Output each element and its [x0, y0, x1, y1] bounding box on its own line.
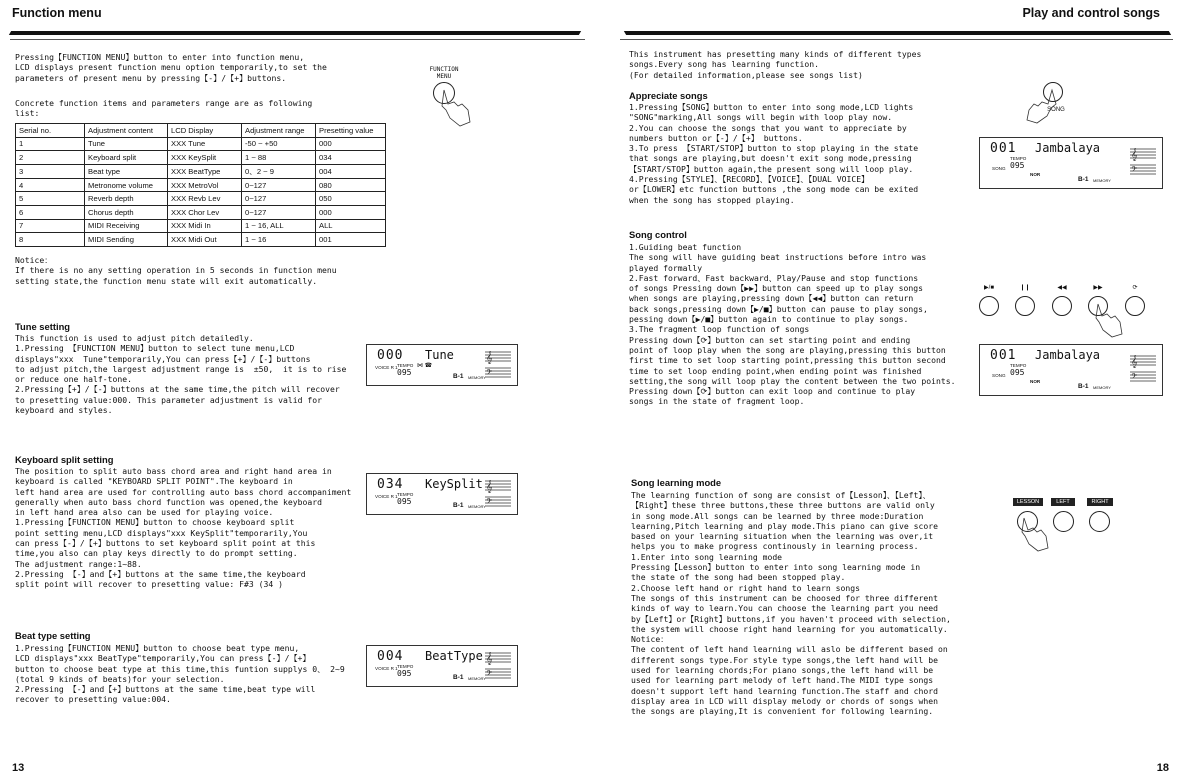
lcd-name: BeatType	[425, 649, 483, 663]
table-row	[16, 219, 386, 233]
table-cell: Chorus depth	[85, 205, 168, 219]
lcd-voice-label: VOICE R 1	[375, 365, 398, 370]
table-cell: MIDI Sending	[85, 233, 168, 247]
table-cell: 0~127	[242, 205, 316, 219]
staff-icon	[1130, 353, 1156, 384]
table-cell: Reverb depth	[85, 192, 168, 206]
table-cell: 7	[16, 219, 85, 233]
function-params-table	[15, 123, 386, 247]
play-stop-button	[979, 296, 999, 316]
lcd-song-label: SONG	[992, 166, 1006, 171]
right-button	[1089, 511, 1110, 532]
table-cell: 000	[316, 137, 386, 151]
fast-forward-icon: ▶▶	[1093, 285, 1103, 291]
table-cell: 6	[16, 205, 85, 219]
lcd-tempo-label: TEMPO	[1010, 363, 1027, 368]
lcd-memory-label: MEMORY	[1093, 178, 1111, 183]
table-cell: 001	[316, 233, 386, 247]
lcd-song-appreciate	[979, 137, 1163, 189]
tune-body: This function is used to adjust pitch detailedly. 1.Pressing 【FUNCTION MENU】button to select tune menu,LCD displays"xxx Tune"temporarily,You can press【+】/【-】buttons to adjust pitch,the largest adjustment range is ±50, it is to rise or reduce one half-tone. 2.Pressing【+】/【-】buttons at the same time,the pitch will recover to presetting value:000. This parameter adjustment is valid for keyboard and styles.	[15, 333, 347, 416]
left-page-number: 13	[12, 762, 25, 774]
staff-icon	[485, 349, 511, 380]
table-cell: 0~127	[242, 192, 316, 206]
table-row	[16, 192, 386, 206]
lcd-beat-indicator: B-1	[1078, 383, 1089, 390]
table-cell: 000	[316, 205, 386, 219]
lcd-number: 034	[377, 477, 404, 492]
split-body: The position to split auto bass chord area and right hand area in keyboard is called "KEYBOARD SPLIT POINT".The keyboard in left hand area are used for controlling auto bass chord accompaniment generally when auto bass chord function was opened,the keyboard in left hand area also can be used for playing voice. 1.Pressing【FUNCTION MENU】button to choose keyboard split point setting menu,LCD displays"xxx KeySplit"temporarily,You can press【-】/【+】buttons to set keyboard split point at this time,you also can play keys directly to do prompt setting. The adjustment range:1~88. 2.Pressing 【-】and【+】buttons at the same time,the keyboard split point will recover to presetting value: F#3 (34 )	[15, 466, 352, 590]
beat-body: 1.Pressing【FUNCTION MENU】button to choose beat type menu, LCD displays"xxx BeatType"temporarily,You can press【-】/【+】 button to choose beat type at this time,this funtion supplys 0、 2~9 (total 9 kinds of beats)for your selection. 2.Pressing 【-】and【+】buttons at the same time,beat type will recover to presetting value:004.	[15, 643, 345, 705]
svg-text:𝄞: 𝄞	[486, 481, 493, 493]
lcd-nor-label: NOR	[1030, 172, 1041, 177]
table-cell: XXX Chor Lev	[168, 205, 242, 219]
table-row	[16, 178, 386, 192]
play-stop-icon: ▶/■	[984, 285, 994, 291]
table-cell: 1	[16, 137, 85, 151]
table-cell: -50 ~ +50	[242, 137, 316, 151]
table-cell: 5	[16, 192, 85, 206]
lcd-memory-label: MEMORY	[1093, 385, 1111, 390]
lcd-reverb-icon: ⋈ ☎	[417, 363, 433, 369]
right-label: RIGHT	[1087, 498, 1113, 506]
pause-button	[1015, 296, 1035, 316]
table-cell: 004	[316, 164, 386, 178]
loop-button	[1125, 296, 1145, 316]
hand-pointer-icon	[1020, 516, 1050, 552]
lcd-number: 001	[990, 141, 1017, 156]
lcd-voice-label: VOICE R 1	[375, 494, 398, 499]
lcd-memory-label: MEMORY	[468, 676, 486, 681]
lcd-tempo-label: TEMPO	[1010, 156, 1027, 161]
pause-icon: ❙❙	[1019, 285, 1031, 291]
lcd-beat-indicator: B-1	[453, 674, 464, 681]
tune-title: Tune setting	[15, 321, 71, 332]
appreciate-title: Appreciate songs	[629, 90, 708, 101]
lcd-tempo-value: 095	[397, 368, 412, 377]
table-cell: 080	[316, 178, 386, 192]
table-cell: XXX Midi Out	[168, 233, 242, 247]
table-cell: MIDI Receiving	[85, 219, 168, 233]
staff-icon	[485, 478, 511, 509]
lcd-song-control	[979, 344, 1163, 396]
hand-pointer-icon	[1026, 88, 1060, 124]
table-row	[16, 233, 386, 247]
table-cell: 3	[16, 164, 85, 178]
hand-pointer-icon	[440, 88, 476, 128]
svg-text:𝄢: 𝄢	[486, 368, 492, 378]
lcd-memory-label: MEMORY	[468, 375, 486, 380]
lcd-beattype	[366, 645, 518, 687]
lcd-nor-label: NOR	[1030, 379, 1041, 384]
table-header-row	[16, 124, 386, 138]
svg-text:𝄢: 𝄢	[486, 497, 492, 507]
table-header-cell: LCD Display	[168, 124, 242, 138]
table-cell: 0、2 ~ 9	[242, 164, 316, 178]
lcd-number: 001	[990, 348, 1017, 363]
right-page-number: 18	[1156, 762, 1169, 774]
lcd-tempo-label: TEMPO	[397, 363, 414, 368]
lcd-song-label: SONG	[992, 373, 1006, 378]
beat-title: Beat type setting	[15, 630, 91, 641]
lcd-tempo-label: TEMPO	[397, 664, 414, 669]
lesson-label: LESSON	[1013, 498, 1043, 506]
right-page-header: Play and control songs	[1022, 6, 1160, 20]
table-row	[16, 164, 386, 178]
split-title: Keyboard split setting	[15, 454, 114, 465]
lcd-name: Jambalaya	[1035, 141, 1101, 155]
control-title: Song control	[629, 229, 687, 240]
svg-text:𝄞: 𝄞	[486, 352, 493, 364]
lcd-beat-indicator: B-1	[453, 373, 464, 380]
left-button	[1053, 511, 1074, 532]
svg-text:𝄢: 𝄢	[1131, 165, 1137, 175]
lcd-tempo-label: TEMPO	[397, 492, 414, 497]
lcd-tune	[366, 344, 518, 386]
svg-text:𝄞: 𝄞	[1131, 356, 1138, 368]
loop-icon: ⟳	[1132, 285, 1138, 291]
table-cell: 1 ~ 16	[242, 233, 316, 247]
svg-text:𝄢: 𝄢	[486, 669, 492, 679]
table-cell: XXX BeatType	[168, 164, 242, 178]
lcd-beat-indicator: B-1	[453, 502, 464, 509]
lcd-keysplit	[366, 473, 518, 515]
lcd-number: 000	[377, 348, 404, 363]
table-cell: XXX Revb Lev	[168, 192, 242, 206]
right-intro-text: This instrument has presetting many kinds of different types songs.Every song has learning function. (For detailed information,please see songs list)	[629, 49, 922, 80]
table-header-cell: Presetting value	[316, 124, 386, 138]
table-row	[16, 151, 386, 165]
lcd-tempo-value: 095	[397, 497, 412, 506]
learning-body: The learning function of song are consist of【Lesson】、【Left】、 【Right】these three buttons,these three buttons are valid only in song mode.All songs can be learned by three mode:Duration learning,Pitch learning and play mode.This piano can give score based on your learning situation when the learning was over,it helps you to make progress continously in learning process. 1.Enter into song learning mode Pressing【Lesson】button to enter into song learning mode in the state of the song had been stopped play. 2.Choose left hand or right hand to learn songs The songs of this instrument can be choosed for three different kinds of way to learn.You can choose the learning part you need by【Left】or【Right】buttons,if you haven't proceed with selection, the system will choose right hand learning for you automatically. Notice： The content of left hand learning will aslo be different based on different songs type.For style type songs,the left hand will be used for learning chords;For piano songs,the left hand will be used for learning part melody of left hand.The MIDI type songs doesn't support left hand learning function.The staff and chord display area in LCD will display melody or chords of songs when the songs are playing,It is convenient for following learning.	[631, 490, 951, 717]
notice-text: Notice： If there is no any setting operation in 5 seconds in function menu setting state,the function menu state will exit automatically.	[15, 255, 337, 286]
table-cell: Tune	[85, 137, 168, 151]
hand-pointer-icon	[1094, 302, 1124, 338]
table-cell: ALL	[316, 219, 386, 233]
lcd-tempo-value: 095	[397, 669, 412, 678]
concrete-text: Concrete function items and parameters range are as following list:	[15, 98, 313, 119]
table-cell: 4	[16, 178, 85, 192]
function-menu-label: FUNCTION MENU	[429, 66, 459, 80]
table-header-cell: Adjustment content	[85, 124, 168, 138]
staff-icon	[485, 650, 511, 681]
control-body: 1.Guiding beat function The song will have guiding beat instructions before intro was played formally 2.Fast forward、Fast backward、Play/Pause and stop functions of songs Pressing down【▶▶】button can speed up to play songs when songs are playing,pressing down【◀◀】button can return back songs,pressing down【▶/■】button can pause to play songs, pessing down【▶/■】button again to continue to play songs. 3.The fragment loop function of songs Pressing down【⟳】button can set starting point and ending point of loop play when the song are playing,pressing this button first time to set loop starting point,pressing this button second time to set loop ending point,when ending point was finished setting,the song will loop play the content between the two points. Pressing down【⟳】button can exit loop and continue to play songs in the state of fragment loop.	[629, 242, 956, 407]
table-cell: XXX Tune	[168, 137, 242, 151]
table-cell: 0~127	[242, 178, 316, 192]
left-label: LEFT	[1051, 498, 1075, 506]
staff-icon	[1130, 146, 1156, 177]
header-rule-thin	[10, 39, 585, 40]
table-cell: Beat type	[85, 164, 168, 178]
svg-text:𝄞: 𝄞	[1131, 149, 1138, 161]
table-cell: XXX MetroVol	[168, 178, 242, 192]
left-page-header: Function menu	[12, 6, 102, 20]
table-row	[16, 137, 386, 151]
table-cell: Metronome volume	[85, 178, 168, 192]
rewind-icon: ◀◀	[1057, 285, 1067, 291]
table-cell: 1 ~ 16, ALL	[242, 219, 316, 233]
table-header-cell: Serial no.	[16, 124, 85, 138]
table-cell: 1 ~ 88	[242, 151, 316, 165]
lcd-tempo-value: 095	[1010, 161, 1025, 170]
learning-title: Song learning mode	[631, 477, 722, 488]
header-rule	[624, 31, 1171, 35]
lcd-beat-indicator: B-1	[1078, 176, 1089, 183]
rewind-button	[1052, 296, 1072, 316]
lcd-name: Jambalaya	[1035, 348, 1101, 362]
table-cell: XXX Midi In	[168, 219, 242, 233]
table-cell: 8	[16, 233, 85, 247]
table-cell: 034	[316, 151, 386, 165]
table-header-cell: Adjustment range	[242, 124, 316, 138]
appreciate-body: 1.Pressing【SONG】button to enter into song mode,LCD lights "SONG"marking,All songs will begin with loop play now. 2.You can choose the songs that you want to appreciate by numbers button or【-】/【+】 buttons. 3.To press 【START/STOP】button to stop playing in the state that songs are playing,but doesn't exit song mode,pressing 【START/STOP】button again,the present song will loop play. 4.Pressing【STYLE】、【RECORD】、【VOICE】、【DUAL VOICE】 or【LOWER】etc function buttons ,the song mode can be exited when the song has stopped playing.	[629, 102, 919, 205]
lcd-tempo-value: 095	[1010, 368, 1025, 377]
table-cell: Keyboard split	[85, 151, 168, 165]
header-rule	[9, 31, 581, 35]
lcd-number: 004	[377, 649, 404, 664]
table-row	[16, 205, 386, 219]
svg-text:𝄞: 𝄞	[486, 653, 493, 665]
lcd-memory-label: MEMORY	[468, 504, 486, 509]
svg-text:𝄢: 𝄢	[1131, 372, 1137, 382]
lcd-name: Tune	[425, 348, 454, 362]
table-cell: 2	[16, 151, 85, 165]
lcd-name: KeySplit	[425, 477, 483, 491]
header-rule-thin	[620, 39, 1173, 40]
table-cell: XXX KeySplit	[168, 151, 242, 165]
song-button-label: SONG	[1047, 107, 1065, 113]
lcd-voice-label: VOICE R 1	[375, 666, 398, 671]
intro-text: Pressing【FUNCTION MENU】button to enter into function menu, LCD displays present function menu option temporarily,to set the parameters of present menu by pressing【-】/【+】buttons.	[15, 52, 327, 83]
table-cell: 050	[316, 192, 386, 206]
